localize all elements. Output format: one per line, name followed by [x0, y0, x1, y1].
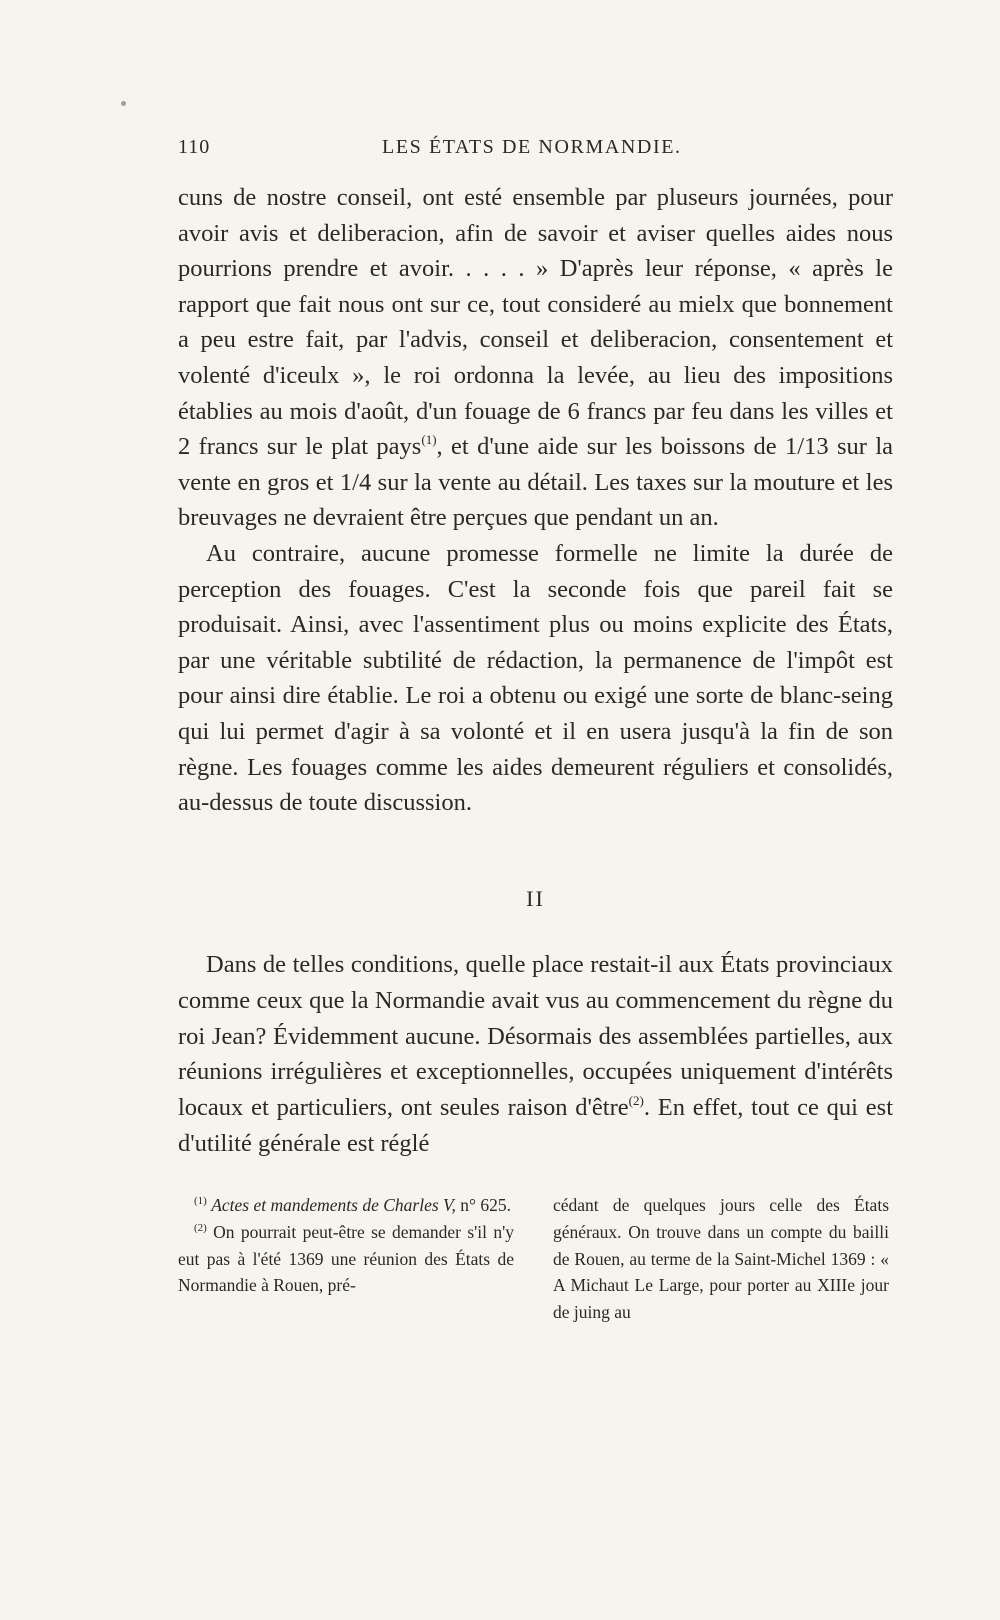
paragraph-1-end: , et d'une aide sur les boissons de 1/13 sur la vente en gros et 1/4 sur la vente au détail. Les taxes sur la mouture et les breuvages ne devraient être perçues que pendant un an. — [178, 433, 894, 532]
paragraph-3-end: . En effet, tout ce qui est d'utilité générale est réglé — [178, 1094, 894, 1157]
main-text-upper — [178, 180, 893, 821]
footnote-2-continued: cédant de quelques jours celle des États généraux. On trouve dans un compte du bailli de Rouen, au terme de la Saint-Michel 1369 : « A Michaut Le Large, pour porter au XIIIe jour de juing au — [553, 1195, 889, 1323]
footnote-1-title: Actes et mandements de Charles V, — [211, 1195, 456, 1215]
footnote-2-text: On pourrait peut-être se demander s'il n'y eut pas à l'été 1369 une réunion des États de Normandie à Rouen, pré- — [178, 1221, 514, 1296]
footnote-2-marker: (2) — [194, 1221, 207, 1234]
footnote-ref-2: (2) — [628, 1093, 644, 1109]
paragraph-1 — [178, 180, 893, 536]
footnote-ref-1: (1) — [421, 432, 437, 448]
footnotes-left-column — [178, 1192, 514, 1299]
footnote-1-marker: (1) — [194, 1195, 207, 1207]
footnotes-right-column — [553, 1192, 889, 1326]
running-title: LES ÉTATS DE NORMANDIE. — [382, 136, 682, 158]
main-text-lower — [178, 947, 893, 1162]
footnote-1-rest: n° 625. — [460, 1195, 511, 1215]
paragraph-3-text: Dans de telles conditions, quelle place restait-il aux États provinciaux comme ceux que la Normandie avait vus au commencement du règne du roi Jean? Évidemment aucune. Désormais des assemblées partielles, aux réunions irrégulières et exceptionnelles, occupées uniquement d'intérêts locaux et particuliers, ont seules raison d'être — [178, 951, 893, 1122]
paragraph-1-text: cuns de nostre conseil, ont esté ensemble par pluseurs journées, pour avoir avis et deliberacion, afin de savoir et aviser quelles aides nous pourrions prendre et avoir. . . . . » D'après leur réponse, « après le rapport que fait nous ont sur ce, tout consideré au mielx que bonnement a peu estre fait, par l'advis, conseil et deliberacion, consentement et volenté d'iceulx », le roi ordonna la levée, au lieu des impositions établies au mois d'août, d'un fouage de 6 francs par feu dans les villes et 2 francs sur le plat pays — [178, 184, 893, 461]
footnotes — [178, 1192, 893, 1342]
paragraph-2: Au contraire, aucune promesse formelle ne limite la durée de perception des fouages. C'est la seconde fois que pareil fait se produisait. Ainsi, avec l'assentiment plus ou moins explicite des États, par une véritable subtilité de rédaction, la permanence de l'impôt est pour ainsi dire établie. Le roi a obtenu ou exigé une sorte de blanc-seing qui lui permet d'agir à sa volonté et il en usera jusqu'à la fin de son règne. Les fouages comme les aides demeurent réguliers et consolidés, au-dessus de toute discussion. — [178, 539, 893, 817]
paper-speck — [121, 101, 126, 106]
page-number: 110 — [178, 136, 211, 158]
footnote-1 — [178, 1192, 514, 1219]
section-heading: II — [526, 886, 545, 911]
running-head — [178, 136, 898, 166]
paragraph-3 — [178, 947, 893, 1162]
footnote-2 — [178, 1219, 514, 1299]
